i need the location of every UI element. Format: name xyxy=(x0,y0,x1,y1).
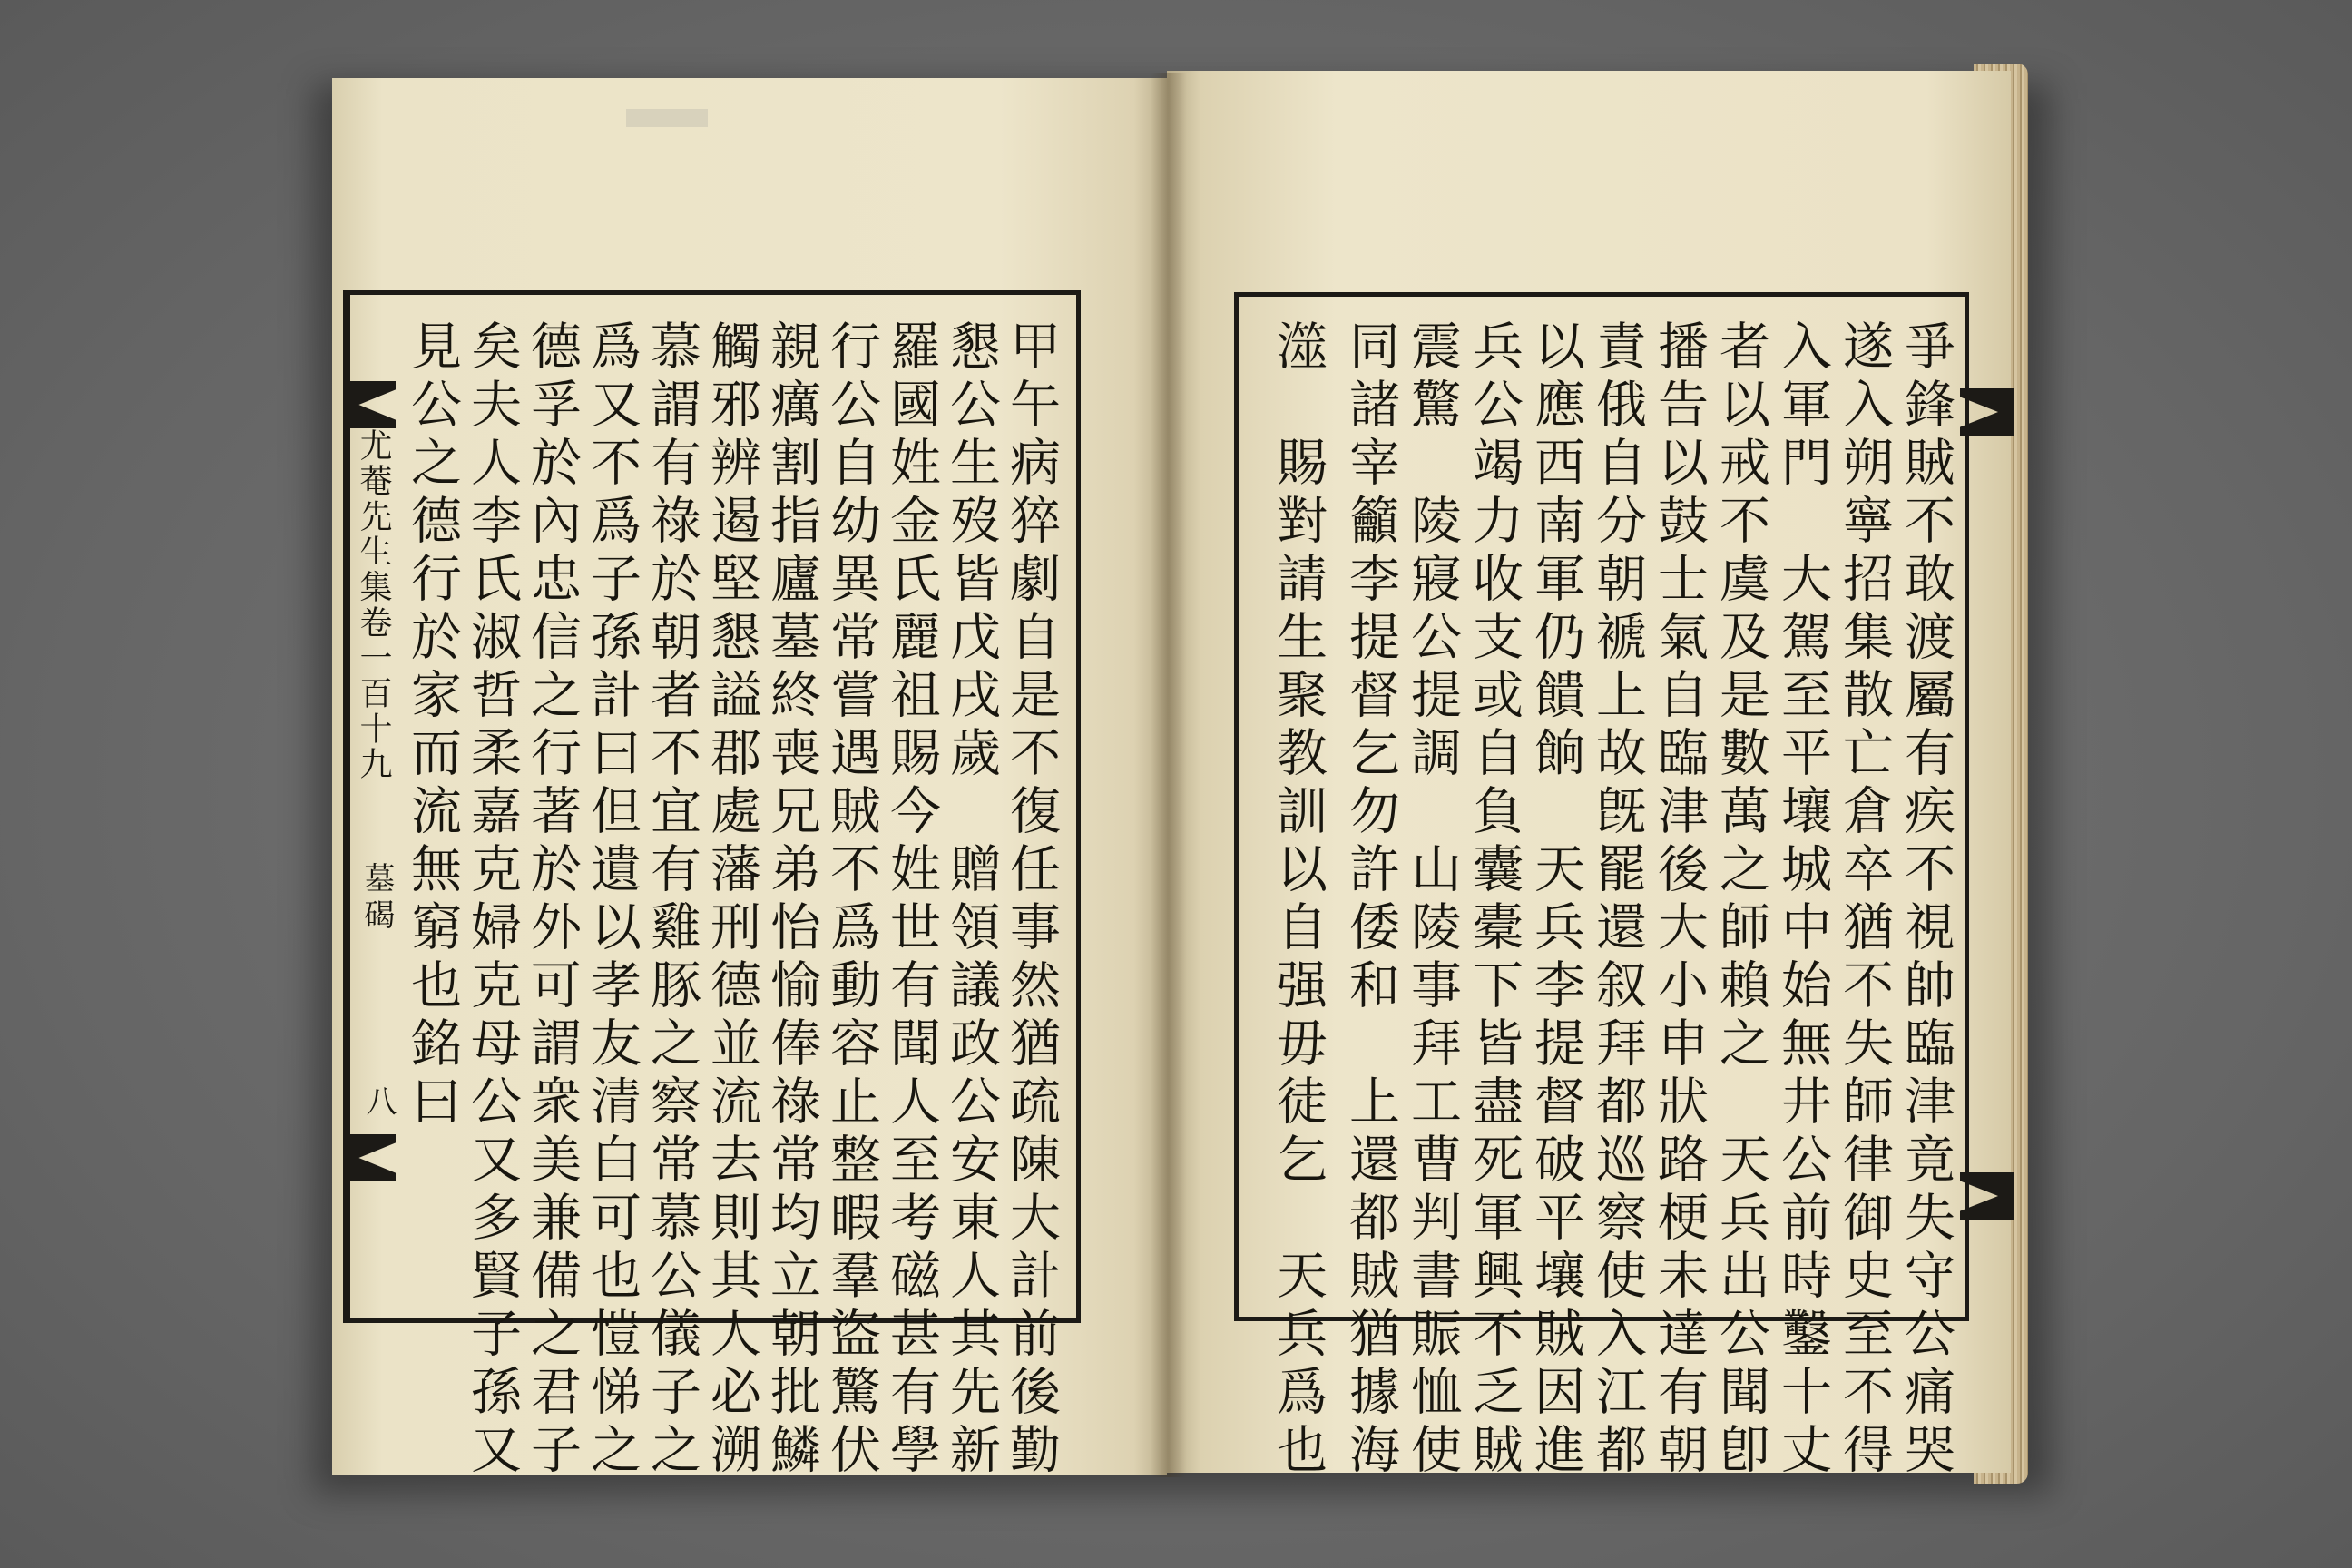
left-text-column: 慕謂有祿於朝者不宜有雞豚之察常慕公儀子之 xyxy=(642,319,701,1481)
left-text-column: 爲又不爲子孫計曰但遺以孝友清白可也愷悌之 xyxy=(583,319,642,1481)
margin-section-label: 墓碣 xyxy=(358,862,395,935)
left-text-column: 矣夫人李氏淑哲柔嘉克婦克母公又多賢子孫又 xyxy=(463,319,522,1481)
fishtail-top-icon xyxy=(343,381,396,428)
faint-stamp xyxy=(626,109,708,127)
right-text-column: 播告以鼓士氣自臨津後大小申狀路梗未達有朝 xyxy=(1650,319,1709,1481)
right-text-column: 入軍門 大駕至平壤城中始無井公前時鑿十丈 xyxy=(1773,319,1832,1481)
fishtail-bottom-icon xyxy=(343,1134,396,1181)
right-text-column: 震驚 陵寢公提調 山陵事拜工曹判書賑恤使 xyxy=(1403,319,1462,1481)
left-text-column: 德孚於內忠信之行著於外可謂衆美兼備之君子 xyxy=(523,319,582,1481)
right-text-column: 以應西南軍仍饋餉 天兵李提督破平壤賊因進 xyxy=(1526,319,1585,1481)
right-text-column: 遂入朔寧招集散亡倉卒猶不失師律御史至不得 xyxy=(1835,319,1894,1481)
left-text-column: 羅國姓金氏麗祖賜今姓世有聞人至考磁甚有學 xyxy=(882,319,941,1481)
right-text-column: 澨 賜對請生聚教訓以自强毋徒乞 天兵爲也 xyxy=(1269,319,1328,1481)
left-text-column: 行公自幼異常嘗遇賊不爲動容止整暇羣盜驚伏 xyxy=(822,319,881,1481)
right-text-column: 責俄自分朝褫上故旣罷還叙拜都巡察使入江都 xyxy=(1588,319,1647,1481)
right-text-column: 者以戒不虞及是數萬之師賴之 天兵出公聞卽 xyxy=(1711,319,1770,1481)
right-text-column: 爭鋒賊不敢渡屬有疾不視帥臨津竟失守公痛哭 xyxy=(1896,319,1955,1481)
book-gutter xyxy=(1151,73,1187,1477)
right-text-column: 同諸宰籲李提督乞勿許倭和 上還都賊猶據海 xyxy=(1341,319,1400,1481)
left-text-column: 甲午病猝劇自是不復任事然猶疏陳大計前後勤 xyxy=(1002,319,1061,1481)
left-text-column: 懇公生歿皆戊戌歲 贈領議政公安東人其先新 xyxy=(942,319,1001,1481)
left-text-column: 見公之德行於家而流無窮也銘曰 xyxy=(403,319,462,1132)
margin-page-number: 八 xyxy=(360,1085,397,1123)
left-text-column: 親癘割指廬墓終喪兄弟怡愉俸祿常均立朝批鱗 xyxy=(762,319,821,1481)
right-text-column: 兵公竭力收支或自負囊橐下皆盡死軍興不乏賊 xyxy=(1465,319,1524,1481)
margin-book-title: 尤菴先生集卷一百十九 xyxy=(355,428,392,782)
left-text-column: 觸邪辨遏堅懇謚郡處藩刑德並流去則其人必溯 xyxy=(702,319,761,1481)
